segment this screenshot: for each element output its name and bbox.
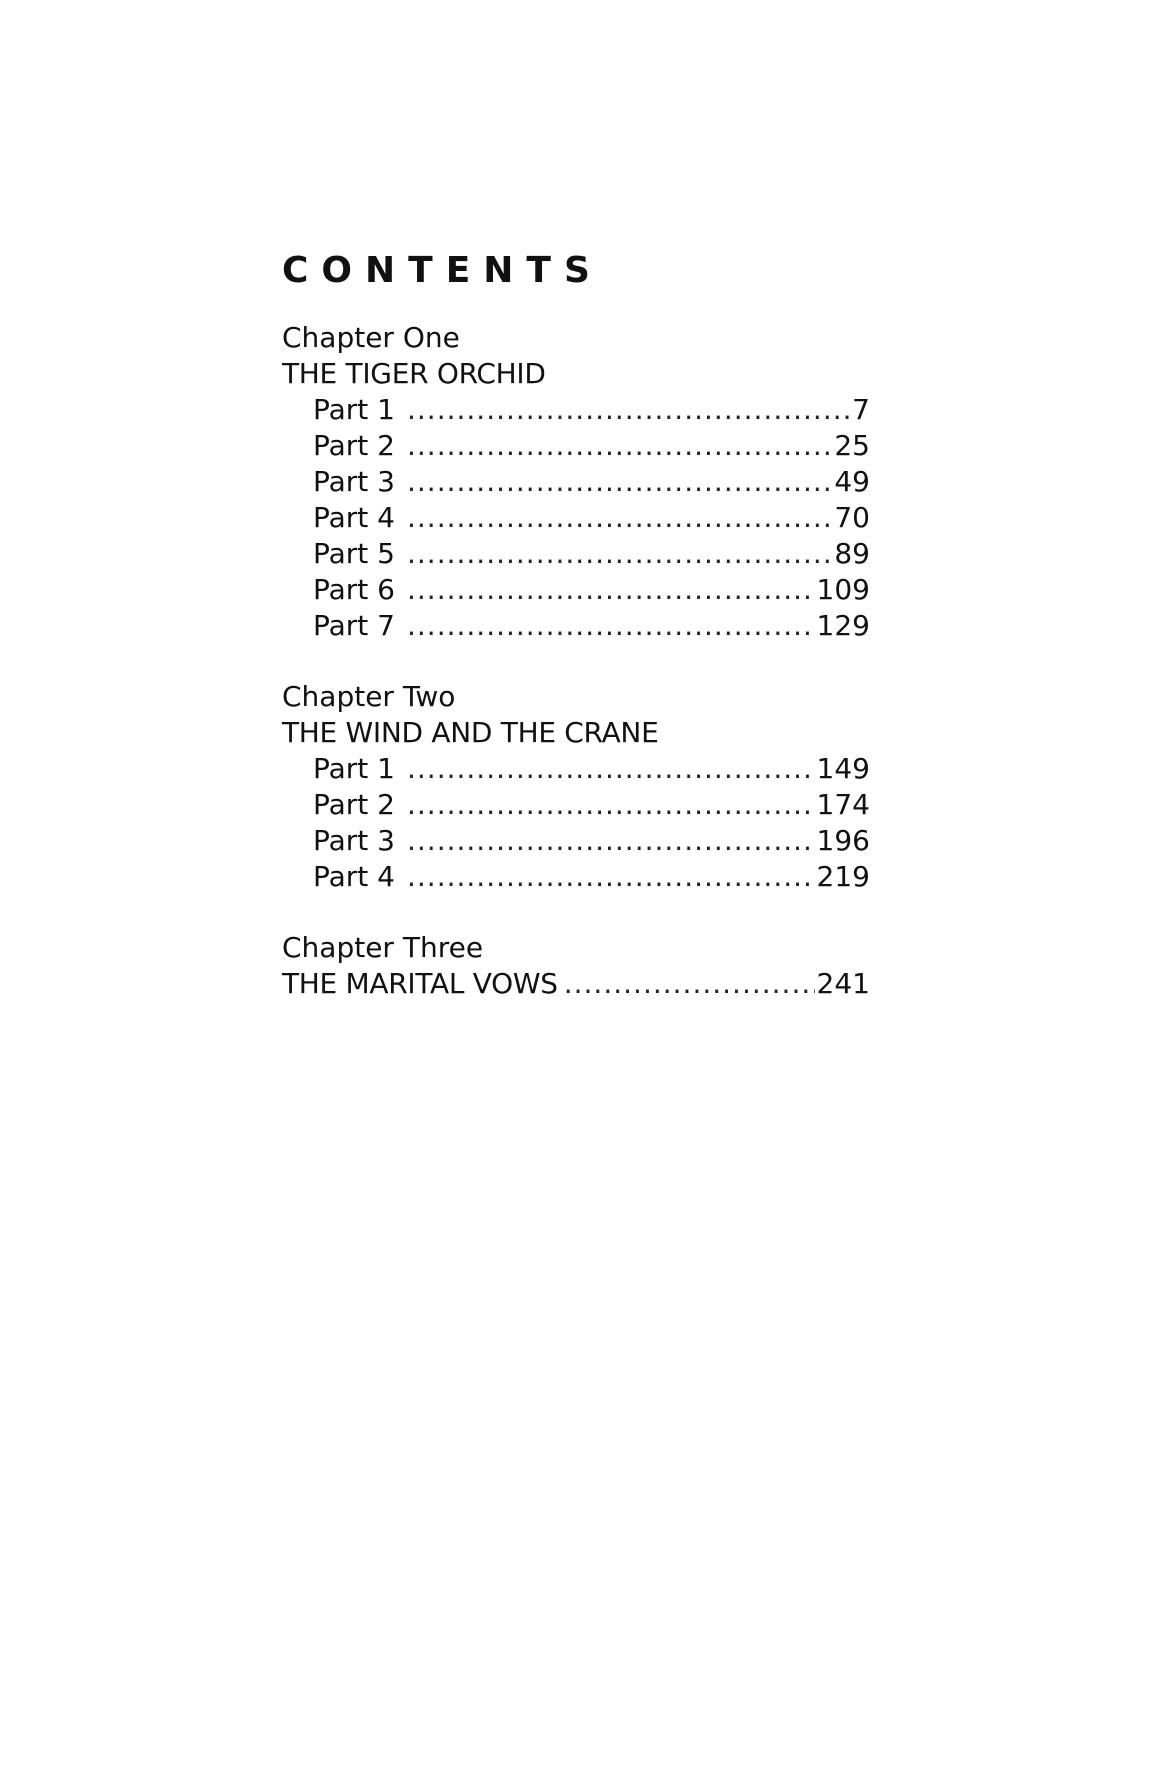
page-number: 129 bbox=[816, 609, 870, 642]
toc-entry bbox=[282, 572, 870, 608]
part-label: Part 5 bbox=[313, 537, 395, 570]
page-number: 7 bbox=[852, 393, 870, 426]
part-label: Part 3 bbox=[313, 824, 395, 857]
toc-entry bbox=[282, 500, 870, 536]
table-of-contents bbox=[282, 248, 870, 1037]
chapter-label: Chapter Two bbox=[282, 680, 456, 713]
toc-entry bbox=[282, 859, 870, 895]
part-label: Part 3 bbox=[313, 465, 395, 498]
toc-entry bbox=[282, 823, 870, 859]
page-number: 49 bbox=[834, 465, 870, 498]
toc-entry bbox=[282, 536, 870, 572]
chapter-title: THE WIND AND THE CRANE bbox=[282, 716, 659, 749]
page-number: 25 bbox=[834, 429, 870, 462]
page-number: 241 bbox=[816, 967, 870, 1000]
page-number: 70 bbox=[834, 501, 870, 534]
page-number: 89 bbox=[834, 537, 870, 570]
dot-leader bbox=[407, 823, 815, 859]
dot-leader bbox=[407, 859, 815, 895]
dot-leader bbox=[564, 966, 815, 1002]
dot-leader bbox=[407, 787, 815, 823]
page-number: 109 bbox=[816, 573, 870, 606]
dot-leader bbox=[407, 751, 815, 787]
part-label: Part 7 bbox=[313, 609, 395, 642]
dot-leader bbox=[407, 536, 832, 572]
chapter-label: Chapter One bbox=[282, 321, 460, 354]
chapter-label: Chapter Three bbox=[282, 931, 484, 964]
toc-entry bbox=[282, 966, 870, 1002]
dot-leader bbox=[407, 428, 832, 464]
dot-leader bbox=[407, 572, 815, 608]
page-number: 174 bbox=[816, 788, 870, 821]
chapter-title: THE MARITAL VOWS bbox=[282, 967, 558, 1000]
toc-entry bbox=[282, 608, 870, 644]
chapter-two bbox=[282, 679, 870, 895]
dot-leader bbox=[407, 608, 815, 644]
dot-leader bbox=[407, 500, 832, 536]
dot-leader bbox=[407, 392, 850, 428]
toc-entry bbox=[282, 751, 870, 787]
part-label: Part 4 bbox=[313, 501, 395, 534]
part-label: Part 1 bbox=[313, 752, 395, 785]
chapter-three bbox=[282, 930, 870, 1002]
part-label: Part 4 bbox=[313, 860, 395, 893]
toc-entry bbox=[282, 392, 870, 428]
toc-entry bbox=[282, 464, 870, 500]
dot-leader bbox=[407, 464, 832, 500]
part-label: Part 2 bbox=[313, 429, 395, 462]
part-label: Part 2 bbox=[313, 788, 395, 821]
chapter-one bbox=[282, 320, 870, 644]
part-label: Part 1 bbox=[313, 393, 395, 426]
page-number: 149 bbox=[816, 752, 870, 785]
part-label: Part 6 bbox=[313, 573, 395, 606]
toc-entry bbox=[282, 428, 870, 464]
toc-entry bbox=[282, 787, 870, 823]
page-number: 219 bbox=[816, 860, 870, 893]
chapter-title: THE TIGER ORCHID bbox=[282, 357, 546, 390]
toc-title: CONTENTS bbox=[282, 250, 603, 291]
page-number: 196 bbox=[816, 824, 870, 857]
